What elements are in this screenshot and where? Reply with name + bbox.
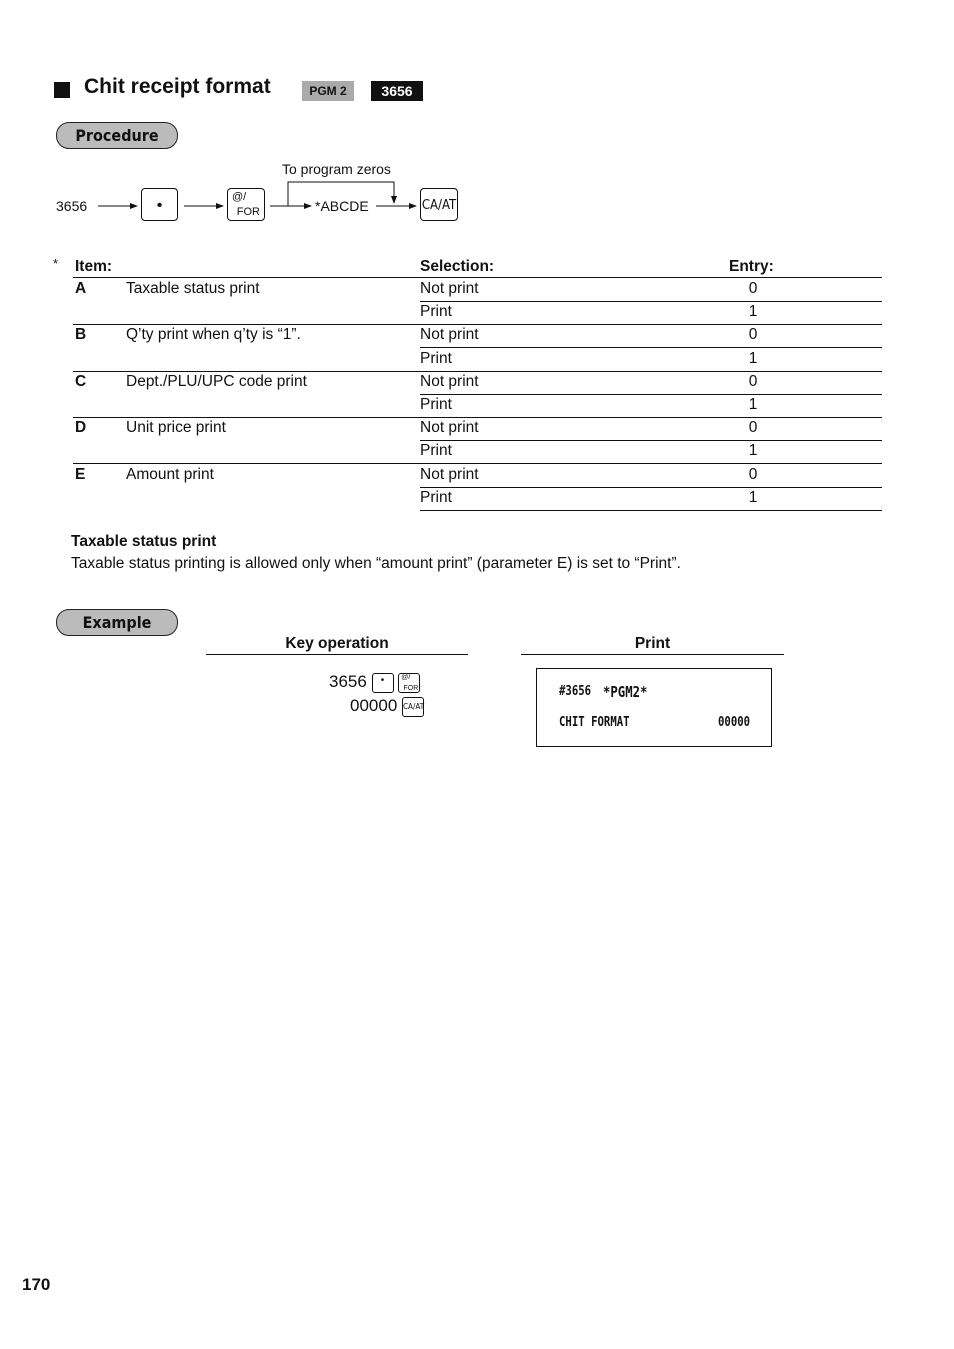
row-rule: [73, 463, 882, 464]
option-rule: [420, 394, 882, 395]
print-rule: [521, 654, 784, 655]
entry-cell: 1: [748, 349, 758, 367]
item-description: Dept./PLU/UPC code print: [126, 372, 307, 390]
selection-header: Selection:: [420, 258, 495, 275]
item-header: Item:: [75, 258, 113, 275]
selection-cell: Print: [420, 349, 452, 367]
header-rule: [73, 277, 882, 278]
dot-key-label: •: [156, 197, 163, 214]
note-body: Taxable status printing is allowed only when “amount print” (parameter E) is set to “Print”.: [71, 555, 681, 572]
row-rule: [73, 417, 882, 418]
item-description: Unit price print: [126, 419, 226, 437]
receipt-code: #3656: [559, 684, 592, 699]
entry-header: Entry:: [729, 258, 774, 275]
entry-cell: 0: [748, 326, 758, 344]
selection-cell: Not print: [420, 326, 479, 344]
small-for-top: @/: [401, 673, 411, 681]
program-code-badge: 3656: [371, 81, 423, 101]
entry-cell: 1: [748, 442, 758, 460]
page-number: 170: [22, 1275, 51, 1294]
small-for-key: [398, 673, 420, 693]
for-key-top-label: @/: [232, 191, 247, 203]
selection-cell: Print: [420, 442, 452, 460]
row-rule: [73, 371, 882, 372]
receipt-value: 00000: [718, 715, 751, 730]
example-label: Example: [56, 609, 178, 636]
zeros-note: To program zeros: [282, 161, 391, 177]
procedure-label: Procedure: [56, 122, 178, 149]
option-rule: [420, 440, 882, 441]
receipt-mode: *PGM2*: [603, 683, 648, 701]
item-letter: E: [75, 465, 86, 483]
entry-cell: 0: [748, 419, 758, 437]
row-rule: [420, 510, 882, 511]
entry-cell: 1: [748, 303, 758, 321]
key-op-line-1: [329, 672, 420, 693]
pgm-mode-badge: PGM 2: [302, 81, 354, 101]
item-description: Taxable status print: [126, 280, 260, 297]
for-key-bottom-label: FOR: [236, 206, 260, 218]
item-letter: B: [75, 326, 87, 344]
receipt-label: CHIT FORMAT: [559, 715, 630, 730]
bypass-arrow: [288, 182, 394, 206]
selection-cell: Not print: [420, 280, 479, 297]
option-rule: [420, 347, 882, 348]
note-title: Taxable status print: [71, 533, 217, 550]
page-title: Chit receipt format: [84, 75, 271, 98]
small-dot-label: •: [380, 674, 385, 686]
caat-key-label: CA/AT: [421, 198, 457, 213]
item-letter: D: [75, 419, 87, 437]
start-code: 3656: [56, 198, 88, 214]
selection-cell: Print: [420, 488, 452, 506]
selection-cell: Not print: [420, 419, 479, 437]
selection-cell: Print: [420, 396, 452, 413]
receipt-print: [536, 668, 772, 747]
selection-cell: Not print: [420, 465, 479, 483]
item-letter: A: [75, 280, 87, 297]
abcde-entry: *ABCDE: [315, 198, 369, 214]
option-rule: [420, 487, 882, 488]
selection-cell: Not print: [420, 372, 479, 390]
procedure-arrows: [0, 0, 954, 240]
entry-cell: 0: [748, 465, 758, 483]
small-decimal-key: [372, 673, 394, 693]
key-op-value-1: 3656: [329, 672, 367, 691]
small-for-bottom: FOR: [403, 684, 419, 692]
selection-cell: Print: [420, 303, 452, 321]
key-op-value-2: 00000: [350, 696, 398, 715]
entry-cell: 1: [748, 488, 758, 506]
key-op-line-2: [350, 696, 424, 717]
item-description: Q’ty print when q’ty is “1”.: [126, 326, 301, 344]
print-header: Print: [634, 635, 671, 652]
entry-cell: 0: [748, 372, 758, 390]
option-rule: [420, 301, 882, 302]
entry-cell: 1: [748, 396, 758, 413]
key-operation-header: Key operation: [285, 635, 389, 652]
row-rule: [73, 324, 882, 325]
item-letter: C: [75, 372, 87, 390]
key-operation-rule: [206, 654, 468, 655]
small-caat-label: CA/AT: [403, 701, 425, 711]
asterisk-marker: *: [53, 256, 59, 271]
small-ca-at-key: [402, 697, 424, 717]
entry-cell: 0: [748, 280, 758, 297]
item-description: Amount print: [126, 465, 214, 483]
